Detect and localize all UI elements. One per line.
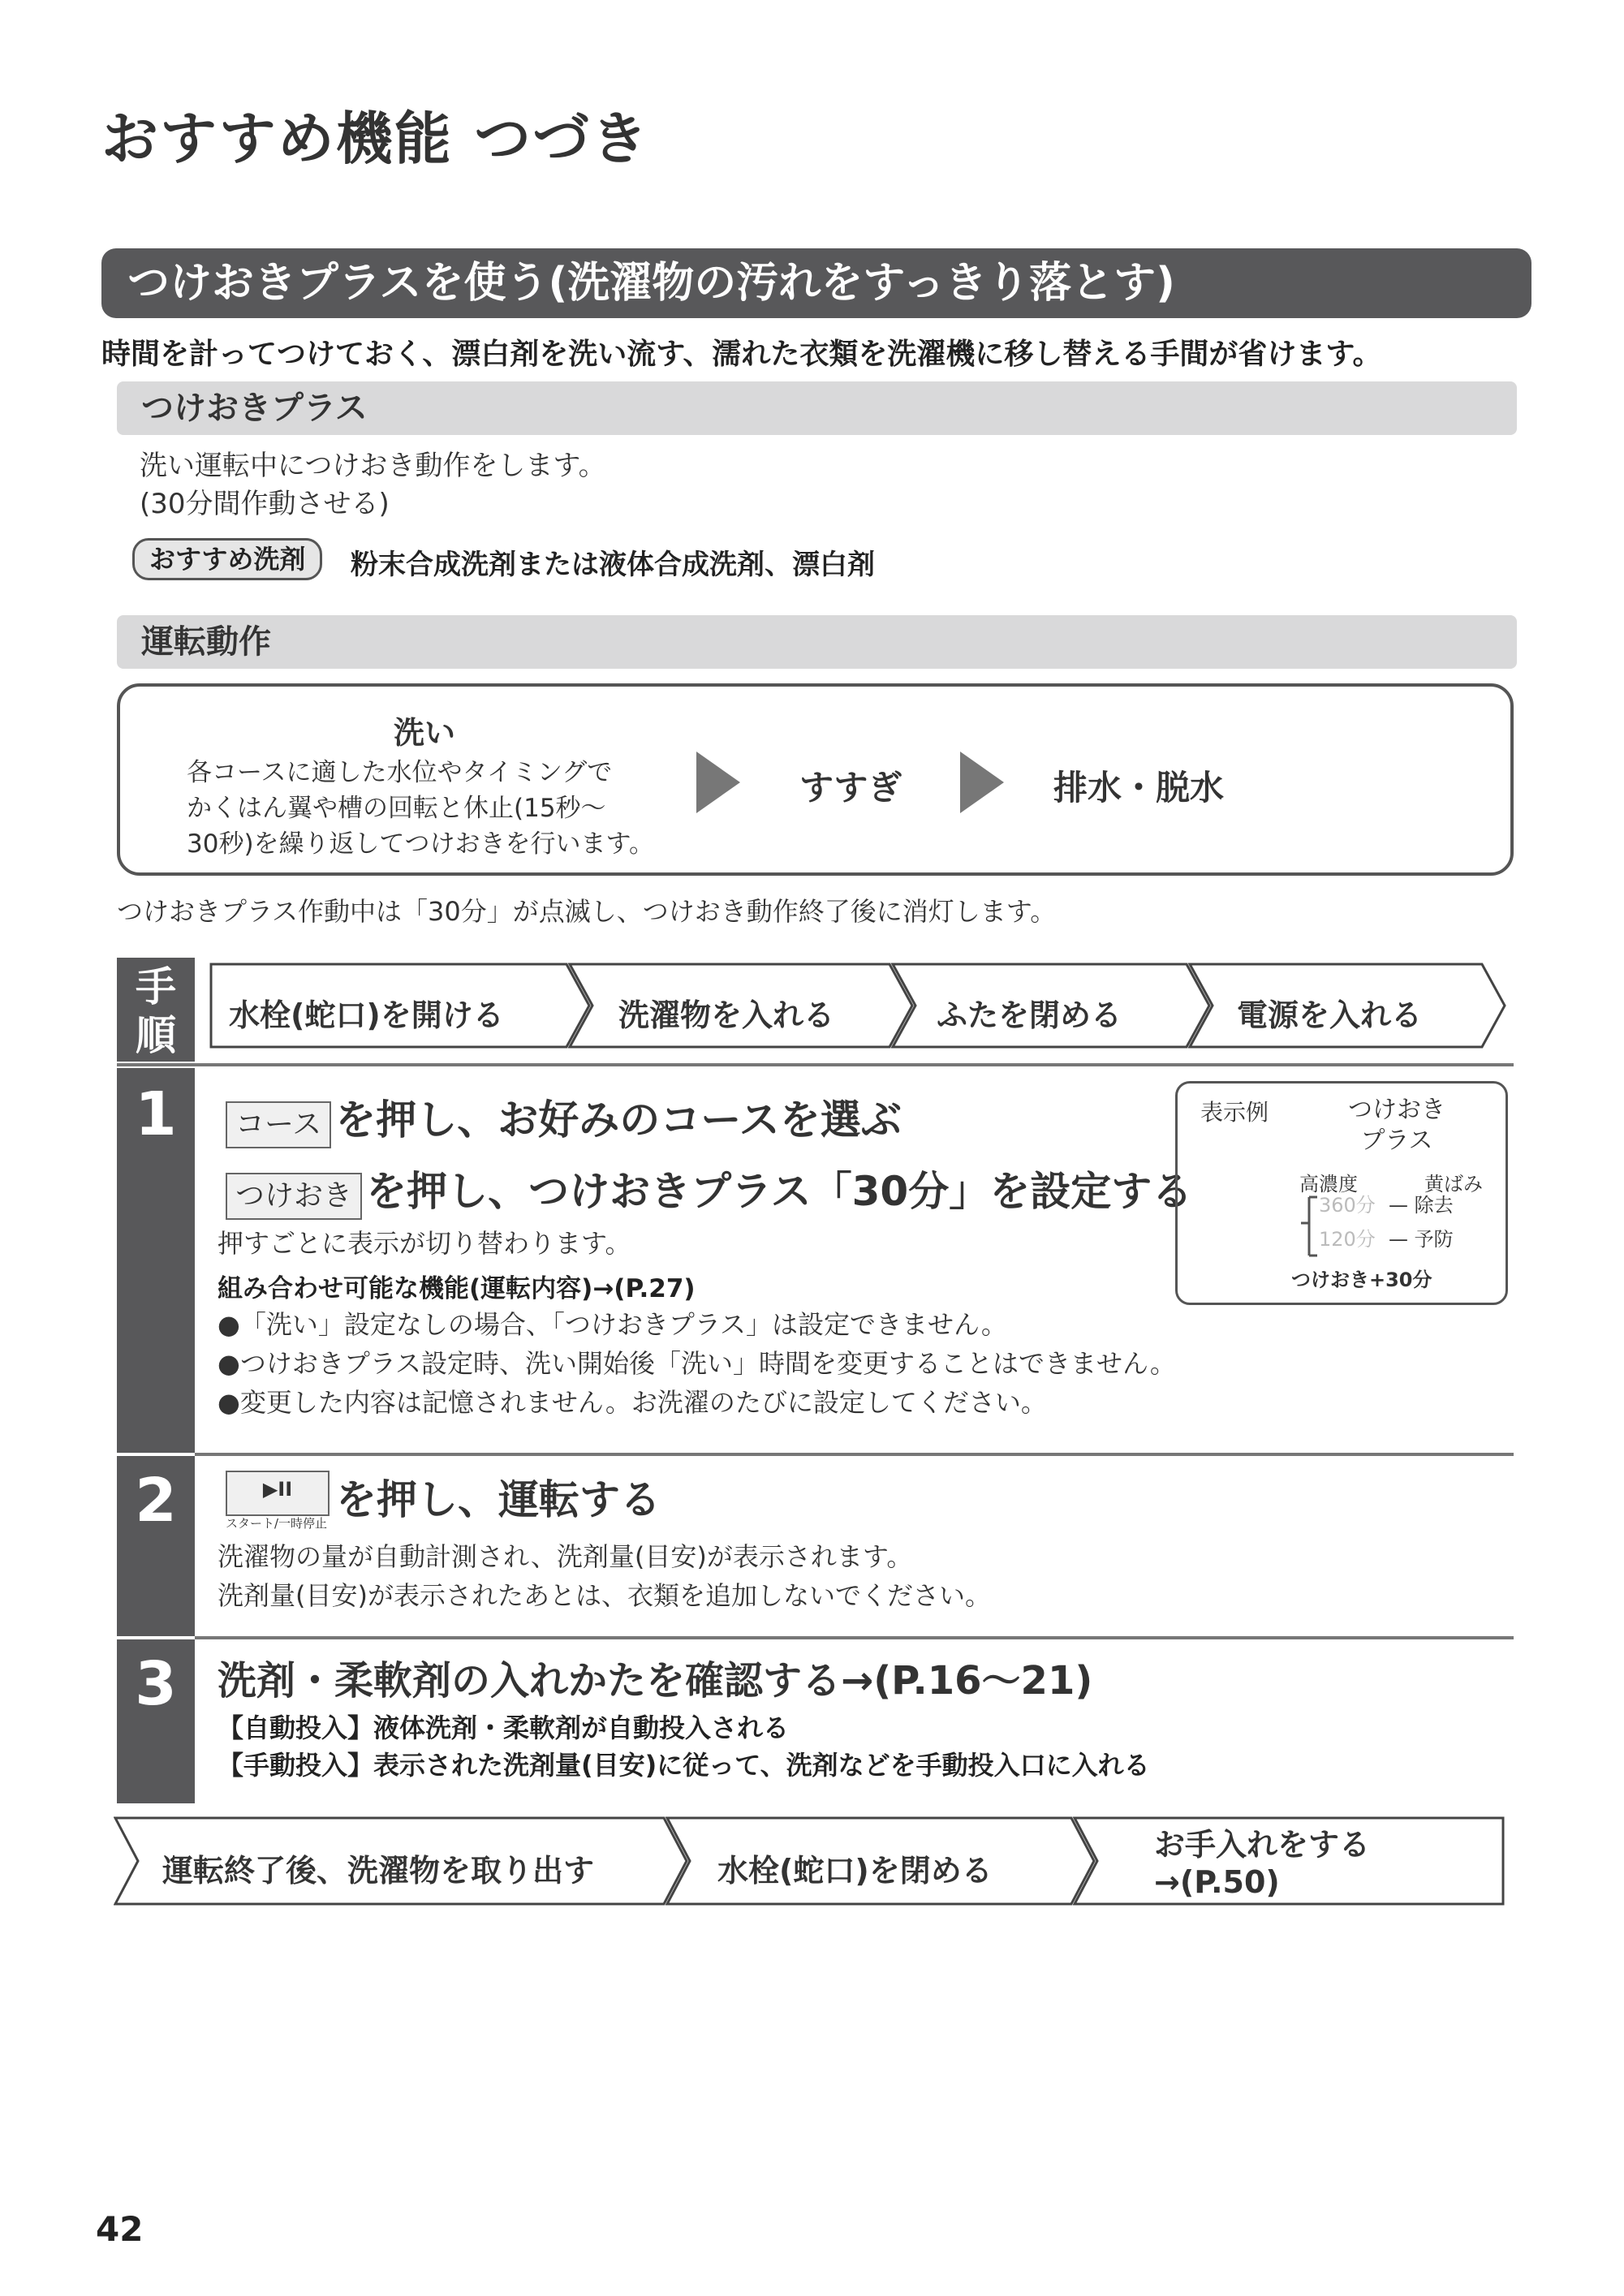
rinse-label: すすぎ (799, 768, 902, 808)
display-example-panel (1175, 1081, 1508, 1305)
operation-note: つけおきプラス作動中は「30分」が点滅し、つけおき動作終了後に消灯します。 (117, 896, 1057, 927)
step-3-number: 3 (117, 1639, 195, 1803)
step1-line2-text: を押し、つけおきプラス「30分」を設定する (366, 1168, 1193, 1215)
step1-bullets (218, 1305, 1176, 1422)
wash-desc-line: 30秒)を繰り返してつけおきを行います。 (187, 829, 655, 859)
bullet-item: ●つけおきプラス設定時、洗い開始後「洗い」時間を変更することはできません。 (218, 1348, 1176, 1379)
step1-line2 (226, 1159, 1192, 1220)
procedure-label-char: 手 (136, 963, 176, 1010)
tsukeoki-button[interactable]: つけおき (226, 1173, 362, 1220)
display-title (1332, 1095, 1462, 1157)
post-step-2: 水栓(蛇口)を閉める (717, 1853, 993, 1889)
display-prevent-text: 予防 (1414, 1228, 1454, 1251)
step1-desc: 押すごとに表示が切り替わります。 (218, 1228, 631, 1259)
display-120: 120分 (1319, 1228, 1376, 1251)
divider (195, 1453, 1514, 1456)
drain-label: 排水・脱水 (1053, 768, 1225, 808)
page-number: 42 (96, 2209, 144, 2249)
step-2-number: 2 (117, 1456, 195, 1636)
step-1-number: 1 (117, 1068, 195, 1453)
display-remove-text: 除去 (1414, 1194, 1454, 1217)
section-title: つけおきプラスを使う(洗濯物の汚れをすっきり落とす) (101, 248, 1531, 318)
step2-desc2: 洗剤量(目安)が表示されたあとは、衣類を追加しないでください。 (218, 1580, 991, 1611)
bullet-item: ●「洗い」設定なしの場合、「つけおきプラス」は設定できません。 (218, 1309, 1007, 1340)
post-step-3-line: お手入れをする (1154, 1827, 1371, 1863)
step3-manual: 【手動投入】表示された洗剤量(目安)に従って、洗剤などを手動投入口に入れる (218, 1750, 1150, 1781)
pre-step-2: 洗濯物を入れる (618, 997, 835, 1033)
page-title: おすすめ機能 つづき (101, 106, 650, 172)
procedure-label (117, 958, 195, 1062)
combo-link[interactable]: 組み合わせ可能な機能(運転内容)→(P.27) (218, 1274, 696, 1303)
step2-desc1: 洗濯物の量が自動計測され、洗剤量(目安)が表示されます。 (218, 1541, 913, 1572)
step3-line[interactable]: 洗剤・柔軟剤の入れかたを確認する→(P.16～21) (218, 1658, 1093, 1704)
procedure-label-char: 順 (136, 1012, 176, 1059)
arrow-right-icon (960, 752, 1004, 813)
pre-step-1: 水栓(蛇口)を開ける (229, 997, 504, 1033)
start-pause-caption: スタート/一時停止 (226, 1516, 328, 1531)
display-yellow: 黄ばみ (1424, 1173, 1483, 1195)
post-step-3-link[interactable]: →(P.50) (1154, 1864, 1280, 1900)
bullet-item: ●変更した内容は記憶されません。お洗濯のたびに設定してください。 (218, 1387, 1047, 1418)
post-step-3 (1154, 1826, 1370, 1901)
display-remove: — 除去 (1389, 1194, 1454, 1217)
step2-line: を押し、運転する (336, 1476, 661, 1523)
tsukeoki-heading: つけおきプラス (117, 381, 1517, 435)
divider (117, 1063, 1514, 1066)
pre-step-3: ふたを閉める (937, 997, 1122, 1033)
post-step-1: 運転終了後、洗濯物を取り出す (162, 1853, 595, 1889)
intro-text: 時間を計ってつけておく、漂白剤を洗い流す、濡れた衣類を洗濯機に移し替える手間が省けます。 (101, 338, 1382, 371)
play-pause-icon: ▶II (262, 1478, 293, 1501)
display-title-line: つけおき (1348, 1096, 1445, 1124)
display-360: 360分 (1319, 1194, 1376, 1217)
recommended-detergent-tag: おすすめ洗剤 (132, 538, 322, 580)
divider (195, 1636, 1514, 1639)
wash-desc-line: 各コースに適した水位やタイミングで (187, 758, 613, 787)
wash-desc (187, 755, 654, 862)
operation-heading: 運転動作 (117, 615, 1517, 669)
step3-auto: 【自動投入】液体洗剤・柔軟剤が自動投入される (218, 1712, 790, 1743)
display-plus: つけおき+30分 (1291, 1269, 1432, 1291)
display-label: 表示例 (1200, 1099, 1269, 1126)
pre-step-4: 電源を入れる (1237, 997, 1423, 1033)
display-prevent: — 予防 (1389, 1228, 1454, 1251)
detergent-text: 粉末合成洗剤または液体合成洗剤、漂白剤 (351, 549, 875, 581)
course-button[interactable]: コース (226, 1101, 331, 1148)
tsukeoki-line1: 洗い運転中につけおき動作をします。 (140, 450, 606, 482)
step1-line1 (226, 1088, 902, 1148)
wash-title: 洗い (394, 715, 456, 751)
tsukeoki-line2: (30分間作動させる) (140, 488, 390, 520)
start-pause-button[interactable] (226, 1471, 330, 1516)
display-title-line: プラス (1360, 1126, 1433, 1155)
arrow-right-icon (696, 752, 740, 813)
wash-desc-line: かくはん翼や槽の回転と休止(15秒～ (187, 794, 606, 823)
display-high: 高濃度 (1299, 1173, 1358, 1195)
step1-line1-text: を押し、お好みのコースを選ぶ (335, 1096, 902, 1144)
